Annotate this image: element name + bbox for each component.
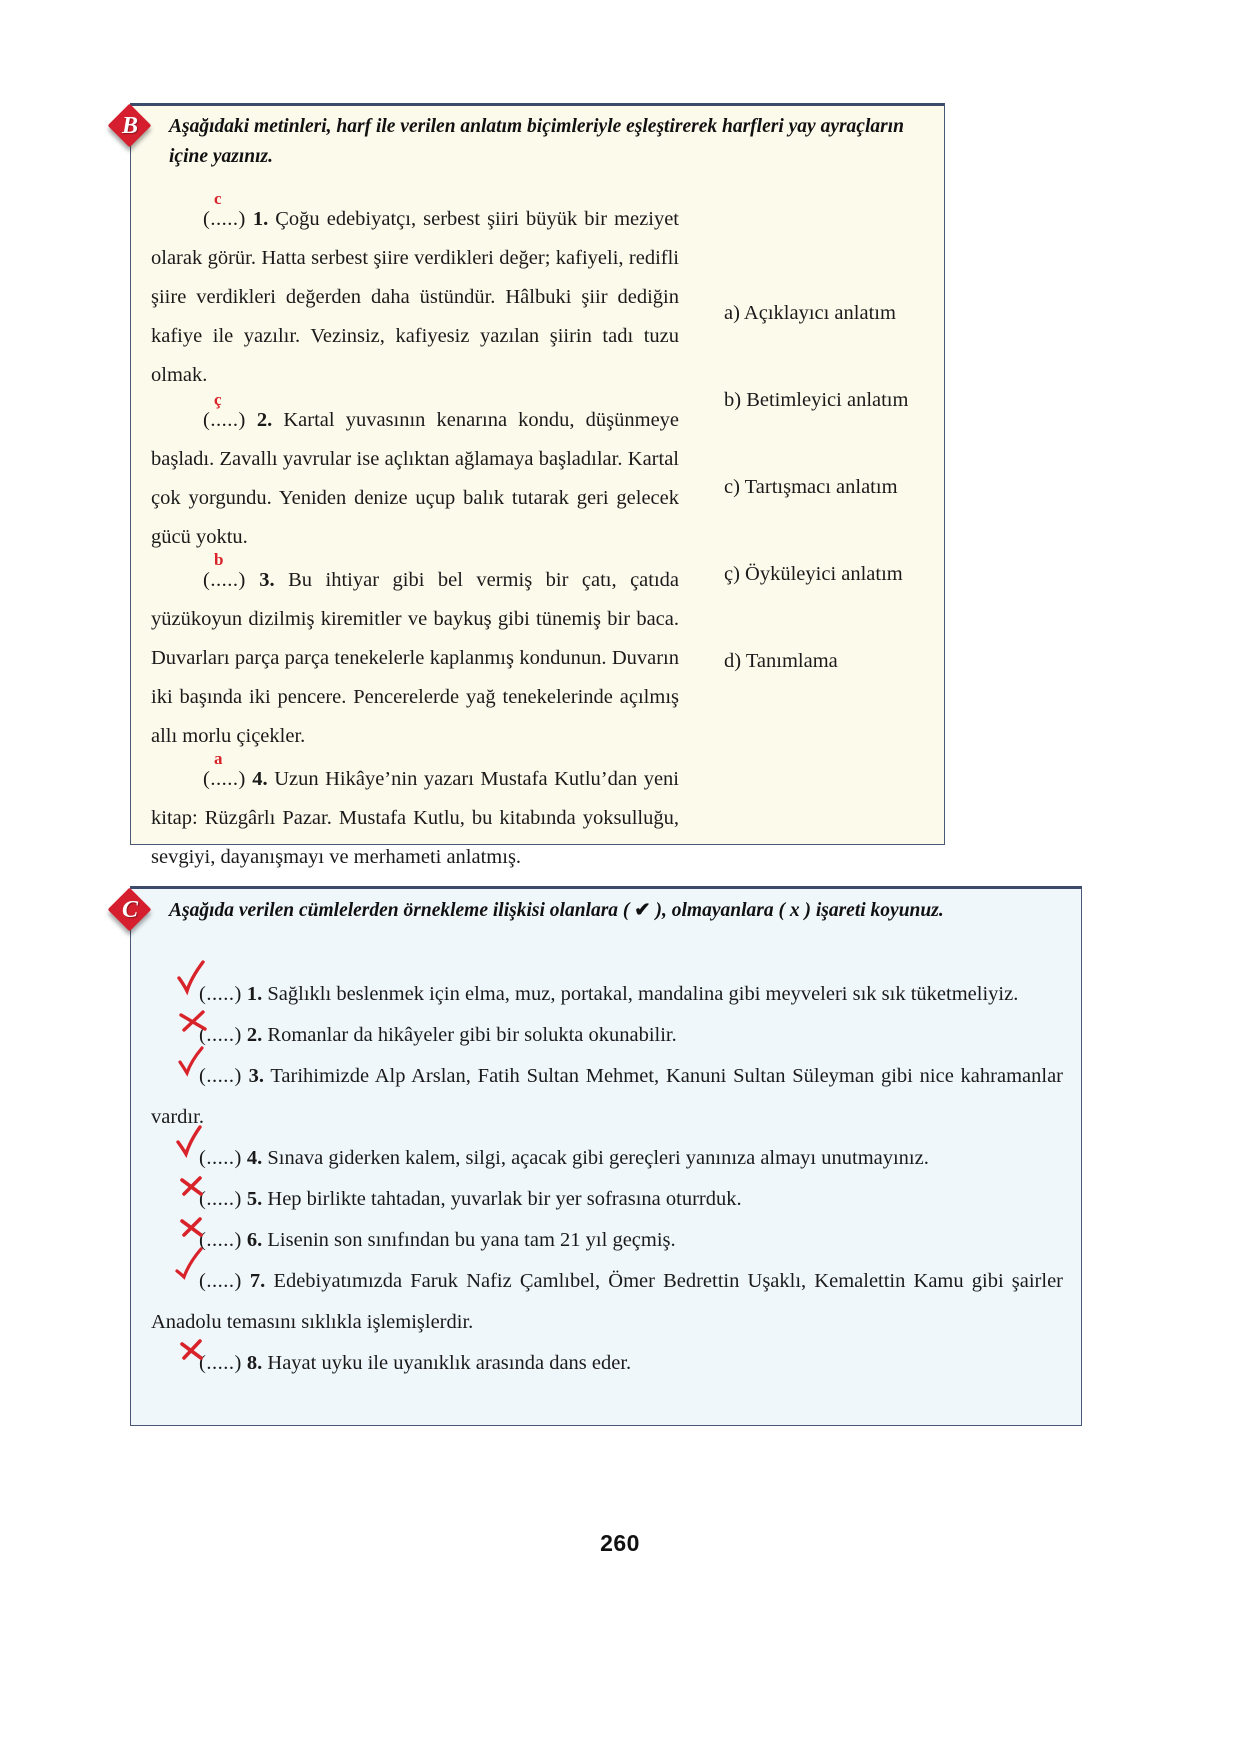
- item-text: Lisenin son sınıfından bu yana tam 21 yıl geçmiş.: [267, 1229, 676, 1251]
- answer-blank-c5[interactable]: [175, 1179, 242, 1220]
- blank-dots: (.....): [199, 1188, 242, 1210]
- blank-dots: (.....): [199, 983, 242, 1005]
- item-number: 4.: [246, 1147, 263, 1169]
- section-badge-b-label: B: [121, 113, 138, 139]
- passage-text-1: Çoğu edebiyatçı, serbest şiiri büyük bir meziyet olarak görür. Hatta serbest şiire verdikleri değer; kafiyeli, redifli şiire verdikleri değerden daha üstündür. Hâlbuki şiir dediğin kafiye ile yazılır. Vezinsiz, kafiyesiz yazılan şiirin tadı tuzu olmak.: [151, 208, 679, 386]
- item-text: Hep birlikte tahtadan, yuvarlak bir yer sofrasına oturrduk.: [267, 1188, 742, 1210]
- passage-number-1: 1.: [252, 208, 269, 230]
- passage-text-2: Kartal yuvasının kenarına kondu, düşünmeye başladı. Zavallı yavrular ise açlıktan ağlamaya başladılar. Kartal çok yorgundu. Yeniden denize uçup balık tutarak geri gelecek gücü yoktu.: [151, 409, 680, 548]
- blank-dots: (.....): [203, 569, 246, 591]
- item-number: 5.: [246, 1188, 263, 1210]
- option-a[interactable]: a) Açıklayıcı anlatım: [724, 302, 896, 324]
- blank-dots: (.....): [199, 1024, 242, 1046]
- option-b[interactable]: b) Betimleyici anlatım: [724, 389, 909, 411]
- handwritten-answer-3: b: [214, 550, 224, 569]
- item-text: Tarihimizde Alp Arslan, Fatih Sultan Mehmet, Kanuni Sultan Süleyman gibi nice kahramanlar vardır.: [151, 1065, 1063, 1128]
- section-b-passages: [151, 189, 680, 881]
- section-badge-c-label: C: [121, 897, 138, 923]
- passage-number-2: 2.: [256, 409, 273, 431]
- item-number: 7.: [249, 1270, 266, 1292]
- instruction-b: Aşağıdaki metinleri, harf ile verilen anlatım biçimleriyle eşleştirerek harfleri yay ayraçların içine yazınız.: [169, 116, 904, 167]
- option-c-cedilla[interactable]: ç) Öyküleyici anlatım: [724, 563, 903, 585]
- list-item: [151, 1261, 1063, 1343]
- answer-blank-2[interactable]: [177, 390, 246, 440]
- list-item: [151, 1220, 1063, 1261]
- page-number: 260: [600, 1530, 640, 1556]
- passage-text-3: Bu ihtiyar gibi bel vermiş bir çatı, çatıda yüzükoyun dizilmiş kiremitler ve baykuş gibi tünemiş bir baca. Duvarları parça parça tenekelerle kaplanmış kondunun. Duvarın iki başında iki pencere. Pencerelerde yağ tenekelerinde açılmış allı morlu çiçekler.: [151, 569, 680, 747]
- passage-2: [151, 390, 680, 557]
- blank-dots: (.....): [203, 768, 246, 790]
- list-item: [151, 1056, 1063, 1138]
- check-mark-icon: ✔: [634, 900, 651, 921]
- list-item: [151, 1015, 1063, 1056]
- item-number: 3.: [248, 1065, 264, 1087]
- blank-dots: (.....): [199, 1352, 242, 1374]
- item-text: Sağlıklı beslenmek için elma, muz, portakal, mandalina gibi meyveleri sık sık tüketmeliyiz.: [267, 983, 1019, 1005]
- instruction-c: [169, 896, 1059, 926]
- section-badge-c: [108, 888, 152, 932]
- instruction-c-part1: Aşağıda verilen cümlelerden örnekleme ilişkisi olanlara (: [169, 900, 635, 921]
- answer-blank-4[interactable]: [177, 749, 246, 799]
- list-item: [151, 1138, 1063, 1179]
- list-item: [151, 1343, 1063, 1384]
- answer-blank-c2[interactable]: [175, 1015, 242, 1056]
- passage-number-4: 4.: [252, 768, 268, 790]
- blank-dots: (.....): [199, 1147, 242, 1169]
- answer-blank-c6[interactable]: [175, 1220, 242, 1261]
- passage-text-4: Uzun Hikâye’nin yazarı Mustafa Kutlu’dan yeni kitap: Rüzgârlı Pazar. Mustafa Kutlu, bu kitabında yoksulluğu, sevgiyi, dayanışmayı ve merhameti anlatmış.: [151, 768, 680, 868]
- item-number: 6.: [246, 1229, 263, 1251]
- passage-4: [151, 749, 680, 877]
- instruction-c-part2: ), olmayanlara ( x ) işareti koyunuz.: [650, 900, 944, 921]
- blank-dots: (.....): [199, 1065, 242, 1087]
- passage-number-3: 3.: [259, 569, 275, 591]
- answer-blank-c1[interactable]: [175, 974, 242, 1015]
- list-item: [151, 974, 1063, 1015]
- item-text: Sınava giderken kalem, silgi, açacak gibi gereçleri yanınıza almayı unutmayınız.: [267, 1147, 929, 1169]
- answer-blank-1[interactable]: [177, 189, 246, 239]
- option-c[interactable]: c) Tartışmacı anlatım: [724, 476, 898, 498]
- answer-blank-c3[interactable]: [175, 1056, 242, 1097]
- item-number: 1.: [246, 983, 263, 1005]
- item-text: Hayat uyku ile uyanıklık arasında dans eder.: [267, 1352, 632, 1374]
- blank-dots: (.....): [203, 409, 246, 431]
- item-number: 2.: [246, 1024, 263, 1046]
- section-badge-b: [108, 104, 152, 148]
- blank-dots: (.....): [199, 1270, 242, 1292]
- handwritten-answer-1: c: [214, 189, 222, 208]
- item-text: Romanlar da hikâyeler gibi bir solukta okunabilir.: [267, 1024, 677, 1046]
- blank-dots: (.....): [203, 208, 246, 230]
- item-text: Edebiyatımızda Faruk Nafiz Çamlıbel, Ömer Bedrettin Uşaklı, Kemalettin Kamu gibi şairler Anadolu temasını sıklıkla işlemişlerdir.: [151, 1270, 1064, 1333]
- handwritten-answer-4: a: [214, 749, 223, 768]
- list-item: [151, 1179, 1063, 1220]
- blank-dots: (.....): [199, 1229, 242, 1251]
- item-number: 8.: [246, 1352, 263, 1374]
- answer-blank-3[interactable]: [177, 550, 246, 600]
- answer-blank-c4[interactable]: [175, 1138, 242, 1179]
- passage-1: [151, 189, 679, 395]
- answer-blank-c8[interactable]: [175, 1343, 242, 1384]
- passage-3: [151, 550, 680, 756]
- answer-blank-c7[interactable]: [175, 1261, 242, 1302]
- handwritten-answer-2: ç: [214, 390, 222, 409]
- option-d[interactable]: d) Tanımlama: [724, 650, 838, 672]
- section-c-items: [151, 974, 1063, 1384]
